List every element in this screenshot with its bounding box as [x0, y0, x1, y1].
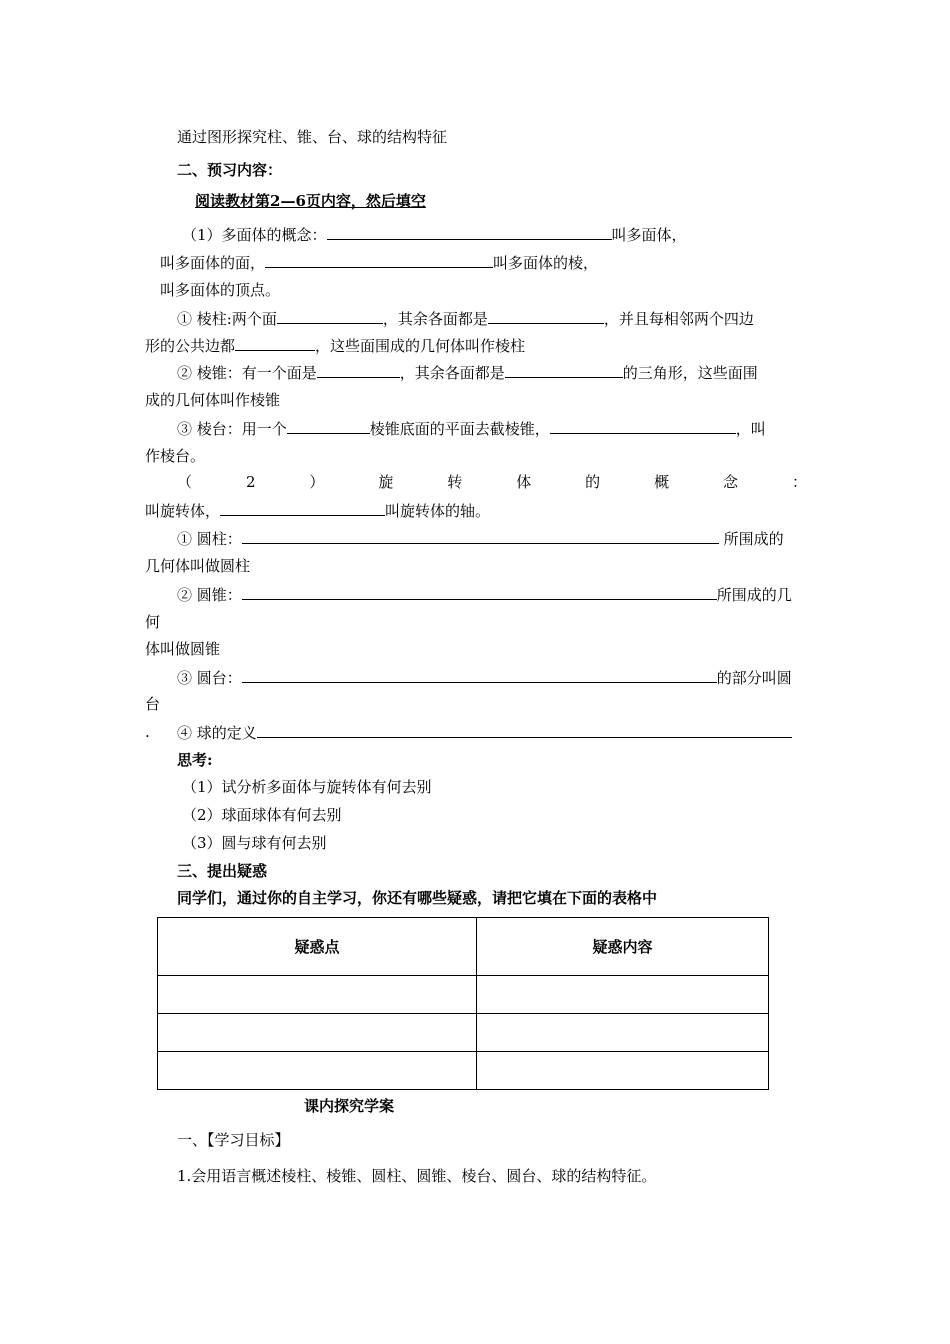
- doubts-table: [157, 917, 769, 1090]
- table-cell[interactable]: [158, 1014, 477, 1052]
- table-cell[interactable]: [158, 976, 477, 1014]
- intro-text: 通过图形探究柱、锥、台、球的结构特征: [177, 128, 448, 146]
- blank-field[interactable]: [257, 722, 792, 738]
- table-cell[interactable]: [477, 1052, 769, 1090]
- truncated-cone-line: ③ 圆台： 的部分叫圆: [177, 669, 792, 687]
- table-header-row: [158, 918, 769, 976]
- thinking-item: （1）试分析多面体与旋转体有何去别: [182, 778, 432, 796]
- prism-line-1: ① 棱柱:两个面 ，其余各面都是 ，并且每相邻两个四边: [177, 310, 754, 328]
- rotation-axis-line: 叫旋转体， 叫旋转体的轴。: [145, 502, 491, 520]
- table-row: [158, 1052, 769, 1090]
- cone-line-2: 何: [145, 613, 161, 631]
- blank-field[interactable]: [550, 418, 736, 434]
- prism-line-2: 形的公共边都 ，这些面围成的几何体叫作棱柱: [145, 337, 526, 355]
- polyhedron-concept-line: （1）多面体的概念： 叫多面体，: [182, 226, 687, 244]
- polyhedron-vertex-line: 叫多面体的顶点。: [160, 281, 281, 299]
- cylinder-line: ① 圆柱： 所围成的: [177, 530, 784, 548]
- thinking-item: （2）球面球体有何去别: [182, 806, 342, 824]
- goals-title: 一、【学习目标】: [177, 1131, 290, 1149]
- blank-field[interactable]: [488, 308, 604, 324]
- polyhedron-face-line: 叫多面体的面， 叫多面体的棱，: [160, 254, 599, 272]
- blank-field[interactable]: [505, 362, 623, 378]
- table-header-cell: 疑惑点: [158, 918, 477, 976]
- blank-field[interactable]: [287, 418, 370, 434]
- frustum-line-1: ③ 棱台：用一个 棱锥底面的平面去截棱锥， ，叫: [177, 420, 766, 438]
- blank-field[interactable]: [327, 224, 612, 240]
- rotation-concept-line: （ 2 ） 旋 转 体 的 概 念 ：: [177, 473, 807, 491]
- table-cell[interactable]: [477, 976, 769, 1014]
- table-cell[interactable]: [158, 1052, 477, 1090]
- blank-field[interactable]: [265, 252, 493, 268]
- pyramid-line-2: 成的几何体叫作棱锥: [145, 391, 281, 409]
- cone-line-3: 体叫做圆锥: [145, 640, 221, 658]
- inclass-title: 课内探究学案: [304, 1097, 395, 1115]
- section2-title: 二、预习内容：: [177, 161, 283, 179]
- cylinder-line-2: 几何体叫做圆柱: [145, 557, 251, 575]
- section3-prompt: 同学们，通过你的自主学习，你还有哪些疑惑，请把它填在下面的表格中: [177, 889, 658, 907]
- table-cell[interactable]: [477, 1014, 769, 1052]
- blank-field[interactable]: [277, 308, 383, 324]
- pyramid-line-1: ② 棱锥：有一个面是 ，其余各面都是 的三角形，这些面围: [177, 364, 758, 382]
- cone-line: ② 圆锥： 所围成的几: [177, 586, 792, 604]
- frustum-line-2: 作棱台。: [145, 447, 206, 465]
- blank-field[interactable]: [317, 362, 400, 378]
- goal-item: 1.会用语言概述棱柱、棱锥、圆柱、圆锥、棱台、圆台、球的结构特征。: [177, 1167, 657, 1185]
- table-row: [158, 1014, 769, 1052]
- blank-field[interactable]: [242, 528, 719, 544]
- read-instruction: 阅读教材第2—6页内容，然后填空: [195, 192, 426, 210]
- sphere-line: ④ 球的定义: [177, 722, 792, 743]
- truncated-cone-line-2: 台: [145, 695, 161, 713]
- blank-field[interactable]: [235, 335, 315, 351]
- blank-field[interactable]: [242, 667, 717, 683]
- sphere-dot: .: [145, 723, 150, 741]
- table-row: [158, 976, 769, 1014]
- blank-field[interactable]: [220, 500, 385, 516]
- section3-title: 三、提出疑惑: [177, 862, 268, 880]
- thinking-title: 思考:: [177, 751, 213, 769]
- blank-field[interactable]: [242, 584, 717, 600]
- table-header-cell: 疑惑内容: [477, 918, 769, 976]
- thinking-item: （3）圆与球有何去别: [182, 834, 327, 852]
